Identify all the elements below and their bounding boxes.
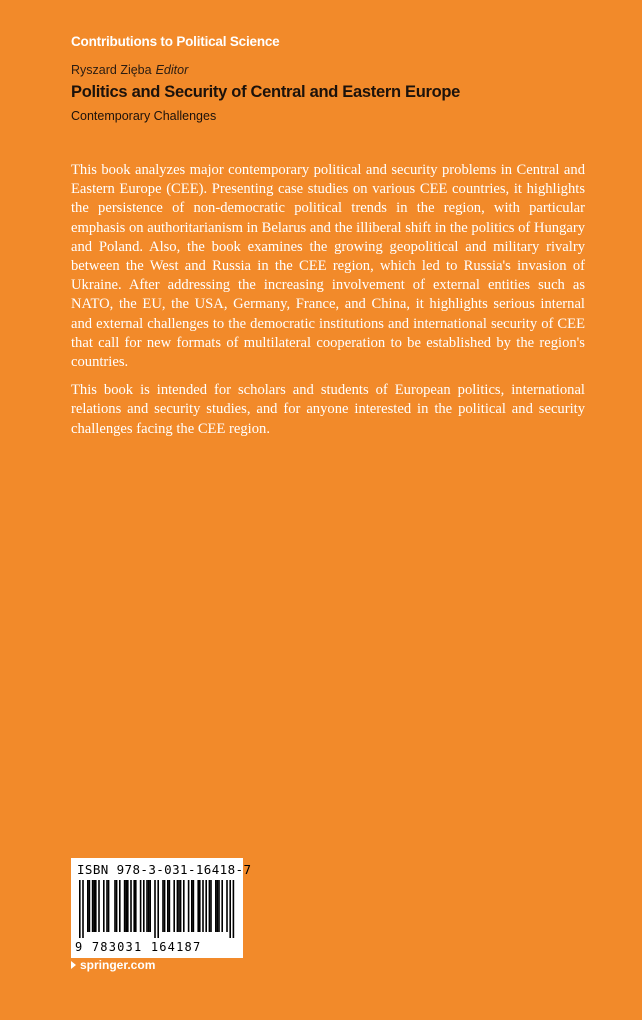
publisher-link[interactable] bbox=[71, 958, 155, 972]
description-paragraph-2: This book is intended for scholars and students of European politics, international relations and security studies, and for anyone interested in the political and security challenges facing the CEE region. bbox=[71, 382, 585, 437]
barcode-image bbox=[79, 880, 235, 938]
series-name: Contributions to Political Science bbox=[71, 34, 280, 49]
publisher-link-text: springer.com bbox=[80, 958, 156, 972]
barcode-digits: 9 783031 164187 bbox=[75, 940, 202, 954]
editor-role: Editor bbox=[155, 63, 189, 77]
editor-line bbox=[71, 63, 188, 77]
book-title: Politics and Security of Central and Eastern Europe bbox=[71, 83, 461, 101]
description-paragraph-1: This book analyzes major contemporary political and security problems in Central and Eastern Europe (CEE). Presenting case studies on various CEE countries, it highlights the persistence of non-democratic political trends in the region, with particular emphasis on authoritarianism in Belarus and the illiberal shift in the politics of Hungary and Poland. Also, the book examines the growing geopolitical and military rivalry between the West and Russia in the CEE region, which led to Russia's invasion of Ukraine. After addressing the increasing involvement of external entities such as NATO, the EU, the USA, Germany, France, and China, it highlights serious internal and external challenges to the democratic institutions and international security of CEE that call for new formats of multilateral cooperation to be established by the region's countries. bbox=[71, 162, 585, 371]
isbn-label: ISBN 978-3-031-16418-7 bbox=[77, 862, 252, 877]
isbn-barcode-box bbox=[71, 858, 252, 958]
book-subtitle: Contemporary Challenges bbox=[71, 109, 217, 123]
arrow-right-icon bbox=[71, 961, 76, 969]
book-description bbox=[71, 161, 585, 448]
editor-name: Ryszard Zięba bbox=[71, 63, 152, 77]
